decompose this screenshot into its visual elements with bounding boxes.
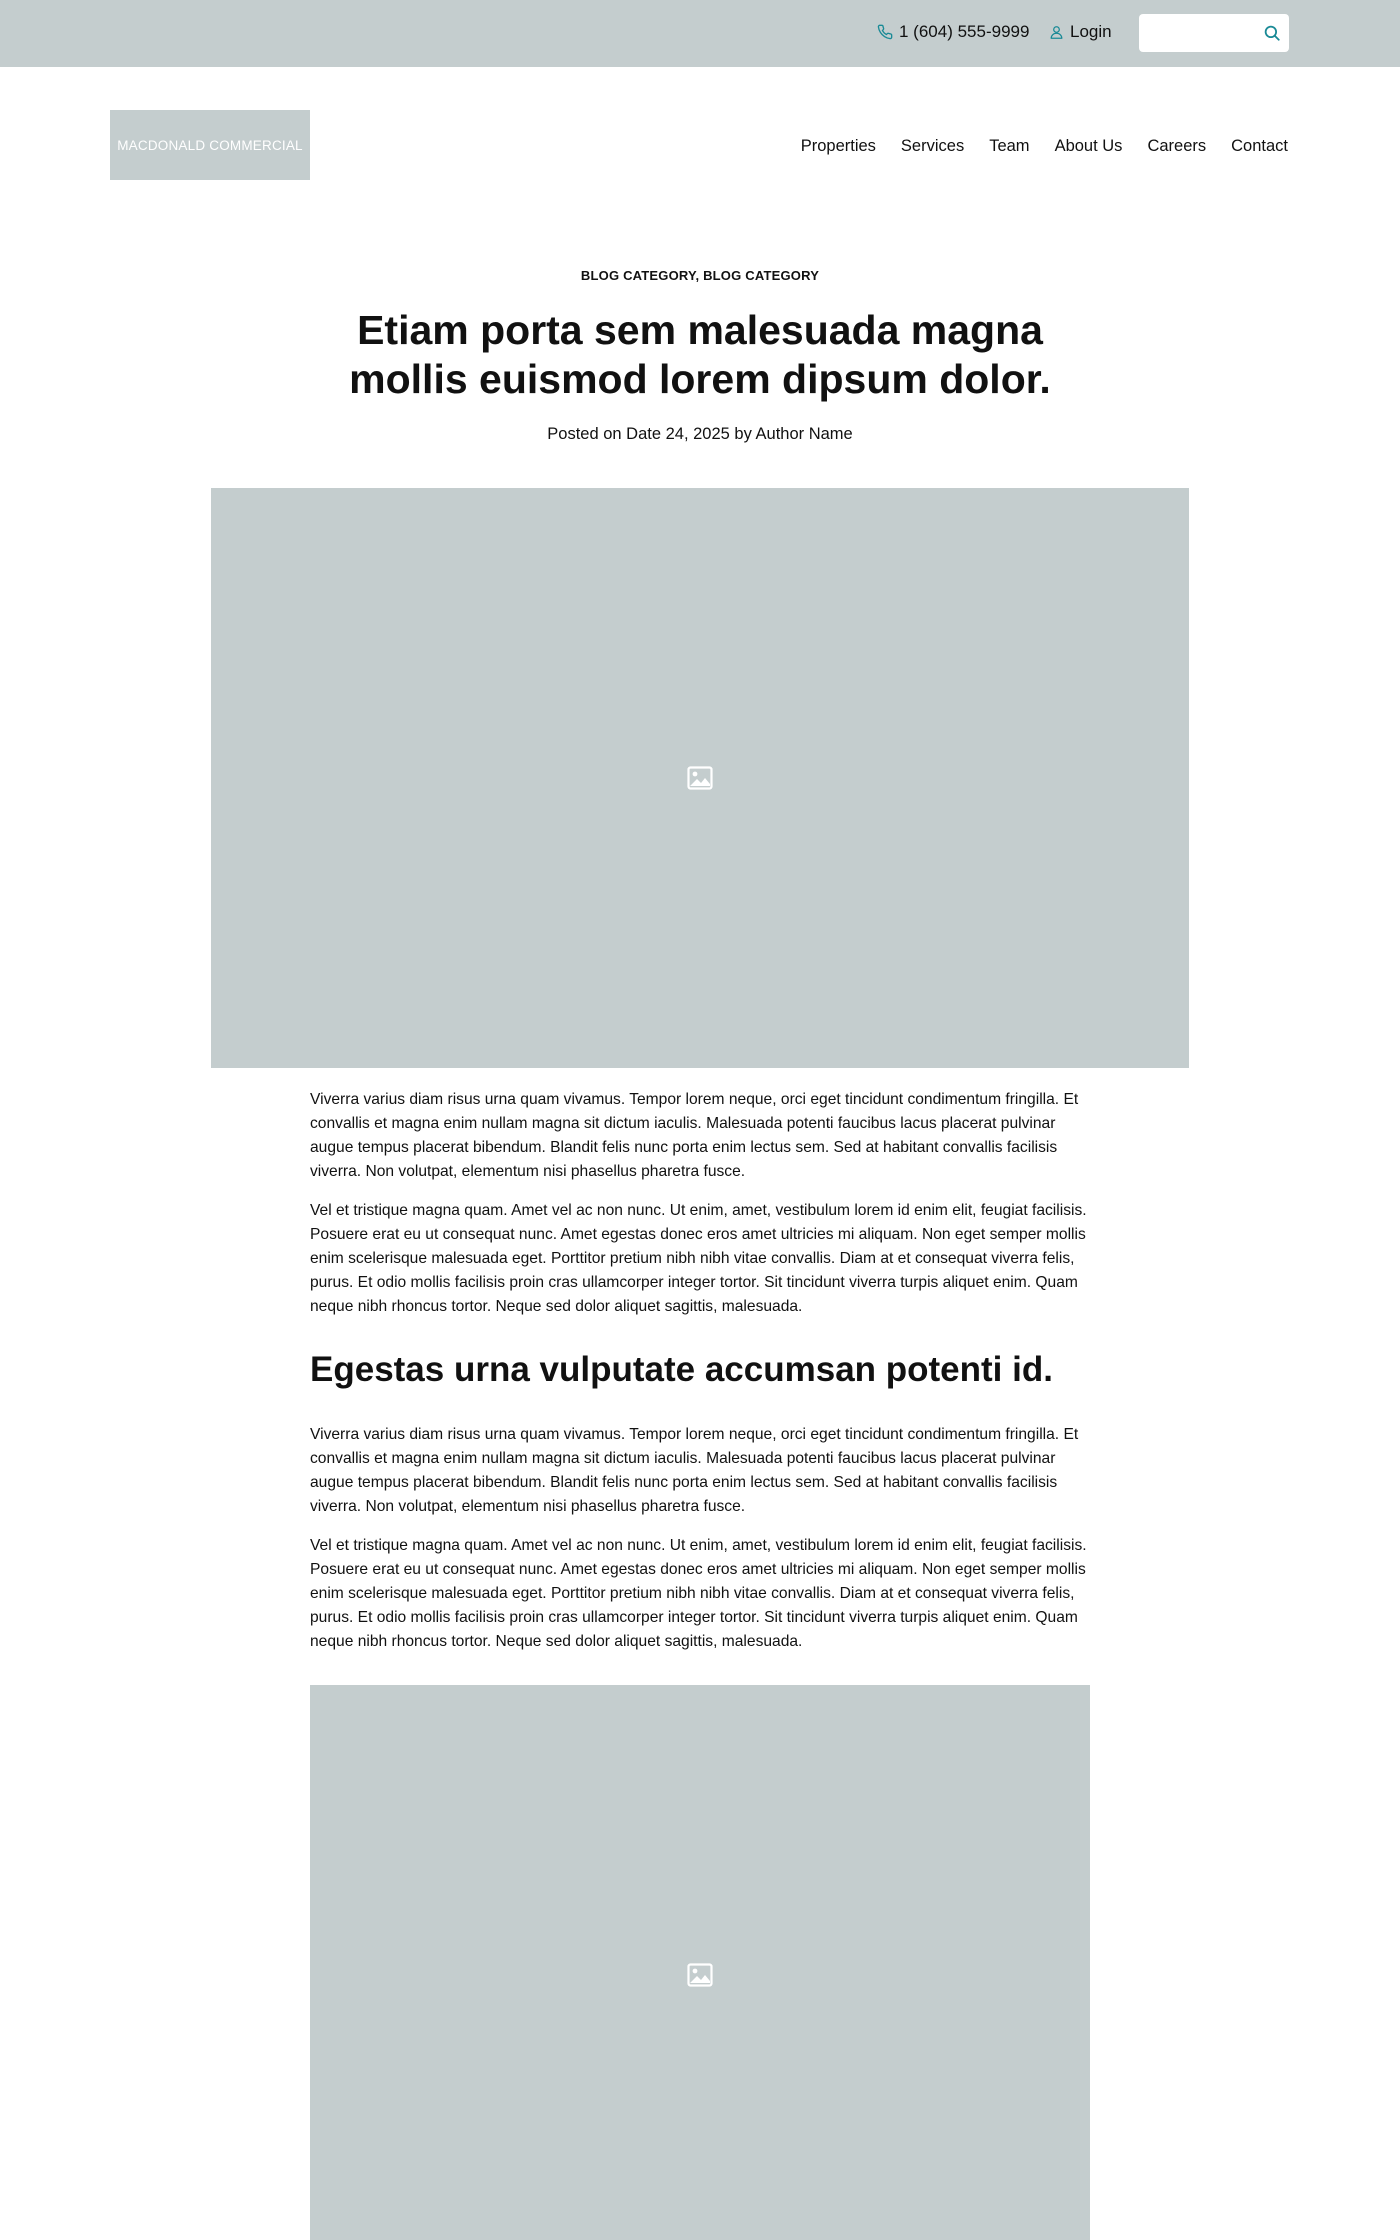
nav-item-services[interactable]: Services	[900, 137, 965, 155]
search-input[interactable]	[1139, 14, 1257, 52]
article-paragraph: Viverra varius diam risus urna quam vivamus. Tempor lorem neque, orci eget tincidunt condimentum fringilla. Et convallis et magna enim nullam magna sit dictum iaculis. Malesuada potenti faucibus lacus placerat pulvinar augue tempus placerat bibendum. Blandit felis nunc porta enim lectus sem. Sed at habitant convallis facilisis viverra. Non volutpat, elementum nisi phasellus pharetra fusce.	[310, 1426, 1079, 1515]
top-utility-bar	[0, 0, 1400, 67]
login-label: Login	[1070, 22, 1112, 41]
site-logo[interactable]	[110, 110, 310, 180]
article-subheading: Egestas urna vulputate accumsan potenti id.	[310, 1350, 1053, 1389]
phone-number: 1 (604) 555-9999	[899, 22, 1030, 41]
article-title: Etiam porta sem malesuada magna mollis euismod lorem dipsum dolor.	[349, 307, 1051, 402]
search-icon[interactable]	[1263, 24, 1281, 42]
post-meta: Posted on Date 24, 2025 by Author Name	[547, 425, 853, 443]
hero-image	[211, 488, 1189, 1068]
phone-link[interactable]	[877, 22, 1029, 42]
image-placeholder-icon	[687, 766, 713, 790]
nav-item-contact[interactable]: Contact	[1231, 137, 1288, 155]
nav-item-properties[interactable]: Properties	[800, 137, 876, 155]
article-image	[310, 1685, 1090, 2240]
image-placeholder-icon	[687, 1963, 713, 1987]
article-paragraph: Vel et tristique magna quam. Amet vel ac non nunc. Ut enim, amet, vestibulum lorem id enim elit, feugiat facilisis. Posuere erat eu ut consequat nunc. Amet egestas donec eros amet ultricies mi aliquam. Non eget semper mollis enim scelerisque malesuada eget. Porttitor pretium nibh nibh vitae convallis. Diam at et consequat viverra felis, purus. Et odio mollis facilisis proin cras ullamcorper integer tortor. Sit tincidunt viverra turpis aliquet enim. Quam neque nibh rhoncus tortor. Neque sed dolor aliquet sagittis, malesuada.	[310, 1202, 1087, 1315]
logo-text: MACDONALD COMMERCIAL	[117, 137, 303, 153]
blog-category[interactable]: BLOG CATEGORY, BLOG CATEGORY	[580, 268, 820, 283]
nav-item-about-us[interactable]: About Us	[1054, 137, 1123, 155]
search-box	[1139, 14, 1289, 52]
login-link[interactable]	[1049, 22, 1112, 42]
phone-icon	[877, 24, 893, 40]
article-paragraph: Vel et tristique magna quam. Amet vel ac non nunc. Ut enim, amet, vestibulum lorem id enim elit, feugiat facilisis. Posuere erat eu ut consequat nunc. Amet egestas donec eros amet ultricies mi aliquam. Non eget semper mollis enim scelerisque malesuada eget. Porttitor pretium nibh nibh vitae convallis. Diam at et consequat viverra felis, purus. Et odio mollis facilisis proin cras ullamcorper integer tortor. Sit tincidunt viverra turpis aliquet enim. Quam neque nibh rhoncus tortor. Neque sed dolor aliquet sagittis, malesuada.	[310, 1537, 1087, 1650]
main-nav	[801, 136, 1288, 156]
user-icon	[1049, 24, 1064, 40]
nav-item-team[interactable]: Team	[989, 137, 1030, 155]
article-paragraph: Viverra varius diam risus urna quam vivamus. Tempor lorem neque, orci eget tincidunt condimentum fringilla. Et convallis et magna enim nullam magna sit dictum iaculis. Malesuada potenti faucibus lacus placerat pulvinar augue tempus placerat bibendum. Blandit felis nunc porta enim lectus sem. Sed at habitant convallis facilisis viverra. Non volutpat, elementum nisi phasellus pharetra fusce.	[310, 1091, 1079, 1180]
nav-item-careers[interactable]: Careers	[1147, 137, 1207, 155]
